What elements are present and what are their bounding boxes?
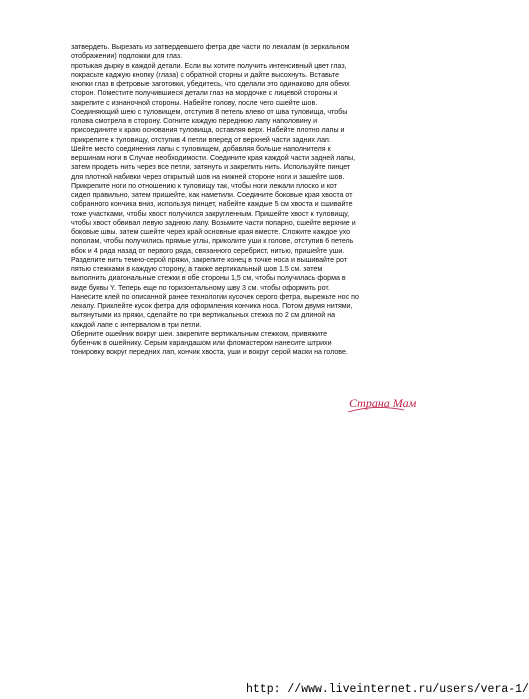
strana-mam-logo <box>347 395 417 415</box>
paragraph-6: Разделите нить темно-серой пряжи, закрепите конец в точке носа и вышивайте рот пятью стежками в каждую сторону, а также вертикальный шов 1.5 см. затем выполнить диагональные стежки в обе стороны 1,5 см, чтобы получилась форма в виде буквы Y. Теперь еще по горизонтальному шву 3 см. чтобы оформить рот. <box>71 255 348 292</box>
article-body <box>71 43 406 358</box>
footer-url[interactable]: http: //www.liveinternet.ru/users/vera-1/ <box>246 683 529 696</box>
paragraph-7: Нанесите клей по описанной ранее технологии кусочек серого фетра, вырежьте нос по лекалу. Приклейте кусок фетра для оформления кончика носа. Потом двумя нитями, вытянутыми из пряжи, сделайте по три вертикальных стежка по 2 см длиной на каждой лапе с интервалом в три петли. <box>71 292 359 329</box>
faint-watermark: ❧ <box>161 246 208 301</box>
logo-text: Страна Мам <box>349 396 417 410</box>
paragraph-2: протыкая дырку в каждой детали. Если вы хотите получить интенсивный цвет глаз, покрасьте каджую кнопку (глаза) с обратной сторны и дайте высохнуть. Вставьте кнопки глаз в фетровые заготовки, убедитесь, что сделали это одинаково для обеих сторон. Поместите получившиеся детали глаз на мордочке с лицевой стороны и закрепите с изнаночной стороны. Набейте голову, после чего сшейте шов. <box>71 61 350 107</box>
paragraph-8: Оберните ошейник вокруг шеи. закрепите вертикальным стежком, привяжите бубенчик в ошейнику. Серым карандашом или фломастером нанесите штрихи тонировку вокруг передних лап, кончик хвоста, уши и вокруг серой маски на голове. <box>71 329 348 357</box>
paragraph-4: Шейте место соединения лапы с туловищем, добавляя больше наполнителя к вершинам ноги в Случае необходимости. Соедините края каждой части задней лапы, затем продеть нить через все петли, затянуть и закрепить нить. Используйте пинцет для плотной набивки через открытый шов на нижней стороне ноги и зашейте шов. <box>71 144 356 181</box>
paragraph-5: Прикрепите ноги по отношению к туловищу так, чтобы ноги лежали плоско и кот сидел правильно, затем пришейте, как наметили. Соедините боковые края хвоста от собранного кончика вниз, используя пинцет, набейте каждые 5 см хвоста и сшивайте тоже участками, чтобы хвост получился закругленным. Пришейте хвост к туловищу, чтобы хвост обвивал левую заднюю лапу. Возьмите части попарно, сшейте верхние и боковые швы. затем сшейте через край основные края вместе. Сложите каждое ухо пополам, чтобы получились прямые углы, приколите уши к голове, отступив 6 петель вбок и 4 ряда назад от первого ряда, связанного серебрист, нитью, пришейте уши. <box>71 181 356 255</box>
paragraph-1: затвердеть. Вырезать из затвердевшего фетра две части по лекалам (в зеркальном отображении) подложки для глаз. <box>71 43 350 61</box>
paragraph-3: Соединяющий шею с туловищем, отступив 8 петель влево от шва туловища, чтобы голова смотрела в сторону. Согните каждую переднюю лапу наполовину и присоедините к краю основания туловища, оставляя верх. Набейте плотно лапы и прикрепите к туловищу, отступив 4 петли вперед от верхней части задних лап. <box>71 107 348 144</box>
